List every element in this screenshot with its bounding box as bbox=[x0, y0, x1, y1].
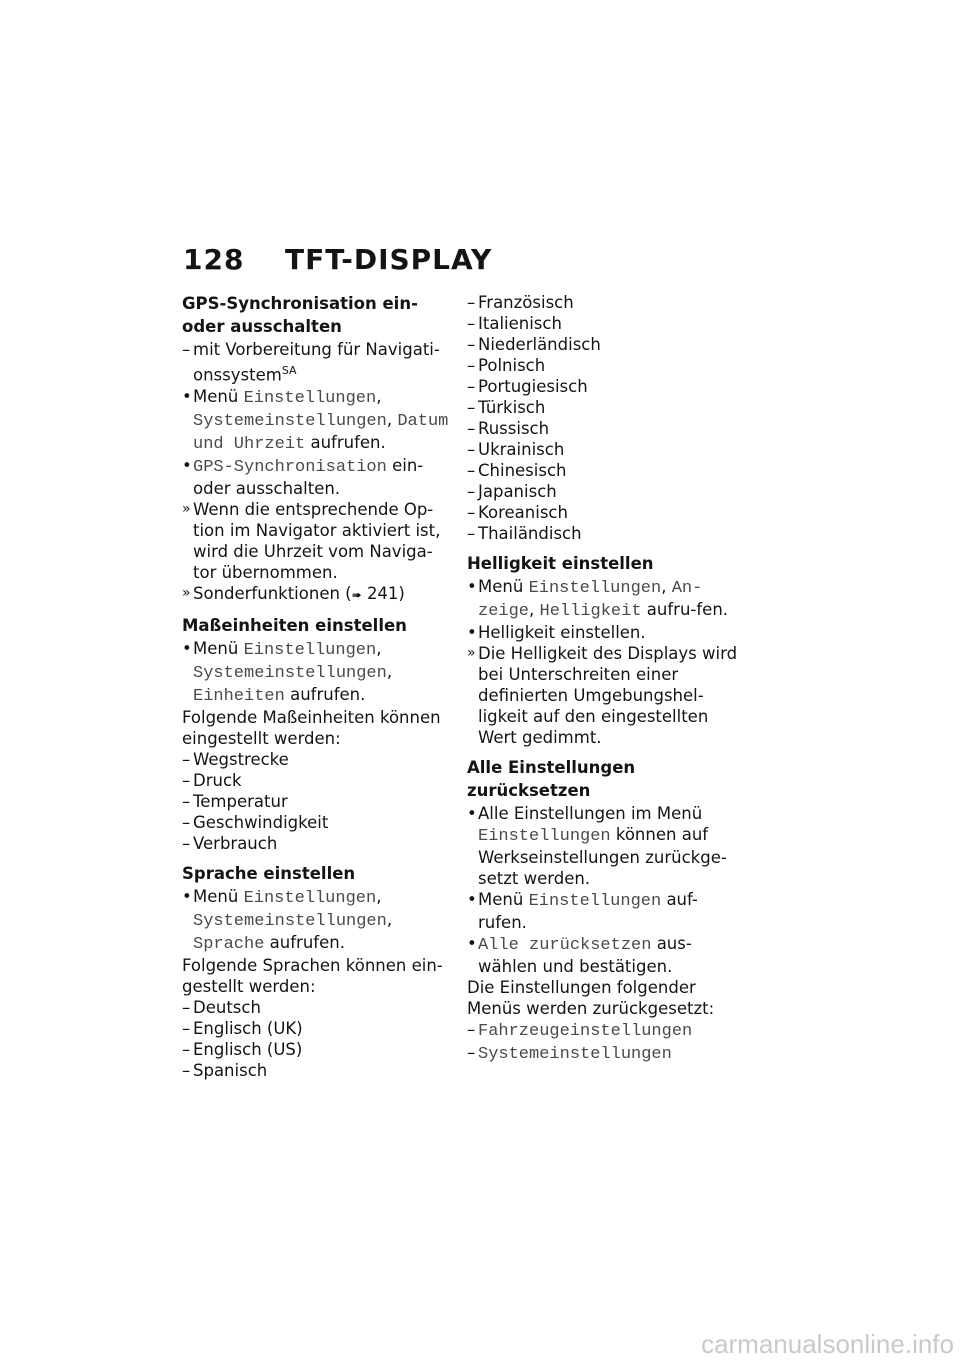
list-item: – Geschwindigkeit bbox=[182, 812, 452, 833]
reset-step-2: • Menü Einstellungen auf-rufen. bbox=[467, 889, 742, 933]
menu-path: Systemeinstellungen bbox=[193, 411, 387, 431]
menu-path: Einstellungen bbox=[478, 827, 611, 846]
menu-path: Datum und Uhrzeit bbox=[193, 411, 449, 454]
menu-path: Einstellungen bbox=[243, 888, 377, 908]
list-item: – Niederländisch bbox=[467, 334, 742, 355]
language-intro: Folgende Sprachen können ein-gestellt werden: bbox=[182, 955, 443, 996]
menu-path: Einstellungen bbox=[528, 579, 662, 598]
list-item: – Italienisch bbox=[467, 313, 742, 334]
menu-path: Alle zurücksetzen bbox=[478, 936, 652, 955]
right-column bbox=[467, 292, 742, 1065]
left-column bbox=[182, 292, 452, 1081]
units-step: • Menü Einstellungen, Systemeinstellungen, Einheiten aufrufen. bbox=[182, 638, 452, 707]
menu-path: Helligkeit bbox=[539, 602, 642, 621]
list-item: – Deutsch bbox=[182, 997, 452, 1018]
menu-path: Systemeinstellungen bbox=[193, 663, 387, 683]
list-item: – Thailändisch bbox=[467, 523, 742, 544]
page-number: 128 bbox=[183, 243, 245, 276]
gps-step-2: • GPS-Synchronisation ein- oder ausschalten. bbox=[182, 455, 452, 499]
page-title: TFT-DISPLAY bbox=[285, 243, 493, 276]
list-item: – Portugiesisch bbox=[467, 376, 742, 397]
watermark: carmanualsonline.info bbox=[701, 1329, 954, 1359]
gps-result-1: » Wenn die entsprechende Op-tion im Navigator aktiviert ist, wird die Uhrzeit vom Naviga-tor übernommen. bbox=[182, 499, 452, 583]
list-item: – Ukrainisch bbox=[467, 439, 742, 460]
menu-path: Einstellungen bbox=[243, 388, 377, 408]
list-item: – Fahrzeugeinstellungen bbox=[467, 1019, 742, 1042]
brightness-section-title: Helligkeit einstellen bbox=[467, 554, 654, 573]
list-item: – Spanisch bbox=[182, 1060, 452, 1081]
gps-note: – mit Vorbereitung für Navigati-onssystem$^{SA}$ bbox=[182, 339, 452, 386]
list-item: – Koreanisch bbox=[467, 502, 742, 523]
menu-path: Einstellungen bbox=[528, 892, 662, 911]
brightness-step-1: • Menü Einstellungen, An-zeige, Helligkeit aufru-fen. bbox=[467, 576, 742, 622]
list-item: – Französisch bbox=[467, 292, 742, 313]
list-item: – Russisch bbox=[467, 418, 742, 439]
sa-superscript: SA bbox=[281, 364, 297, 377]
list-item: – Druck bbox=[182, 770, 452, 791]
list-item: – Englisch (US) bbox=[182, 1039, 452, 1060]
list-item: – Japanisch bbox=[467, 481, 742, 502]
brightness-step-2: • Helligkeit einstellen. bbox=[467, 622, 742, 643]
gps-section-title: GPS-Synchronisation ein- oder ausschalten bbox=[182, 294, 418, 336]
units-intro: Folgende Maßeinheiten können eingestellt werden: bbox=[182, 707, 441, 748]
menu-path: GPS-Synchronisation bbox=[193, 457, 387, 477]
menu-path: An-zeige bbox=[478, 579, 703, 621]
language-section-title: Sprache einstellen bbox=[182, 863, 356, 883]
page-header bbox=[183, 243, 492, 276]
list-item: – Englisch (UK) bbox=[182, 1018, 452, 1039]
page-ref-arrow-icon: ➠ bbox=[351, 587, 362, 602]
gps-step-1: • Menü Einstellungen, Systemeinstellungen, Datum und Uhrzeit aufrufen. bbox=[182, 386, 452, 455]
menu-path: Einheiten bbox=[193, 686, 285, 706]
gps-result-2: » Sonderfunktionen (➠ 241) bbox=[182, 583, 452, 606]
menu-path: Einstellungen bbox=[243, 640, 377, 660]
list-item: – Polnisch bbox=[467, 355, 742, 376]
units-section-title: Maßeinheiten einstellen bbox=[182, 615, 407, 635]
reset-step-1: • Alle Einstellungen im Menü Einstellungen können auf Werkseinstellungen zurückge-setzt werden. bbox=[467, 803, 742, 889]
list-item: – Türkisch bbox=[467, 397, 742, 418]
list-item: – Temperatur bbox=[182, 791, 452, 812]
reset-intro: Die Einstellungen folgender Menüs werden zurückgesetzt: bbox=[467, 978, 715, 1018]
brightness-result: » Die Helligkeit des Displays wird bei Unterschreiten einer definierten Umgebungshel-ligkeit auf den eingestellten Wert gedimmt. bbox=[467, 643, 742, 748]
language-step: • Menü Einstellungen, Systemeinstellungen, Sprache aufrufen. bbox=[182, 886, 452, 955]
menu-path: Systemeinstellungen bbox=[193, 911, 387, 931]
list-item: – Verbrauch bbox=[182, 833, 452, 854]
menu-path: Sprache bbox=[193, 934, 265, 954]
list-item: – Chinesisch bbox=[467, 460, 742, 481]
list-item: – Systemeinstellungen bbox=[467, 1042, 742, 1065]
reset-section-title: Alle Einstellungen zurücksetzen bbox=[467, 758, 636, 800]
list-item: – Wegstrecke bbox=[182, 749, 452, 770]
reset-step-3: • Alle zurücksetzen aus-wählen und bestätigen. bbox=[467, 933, 742, 977]
